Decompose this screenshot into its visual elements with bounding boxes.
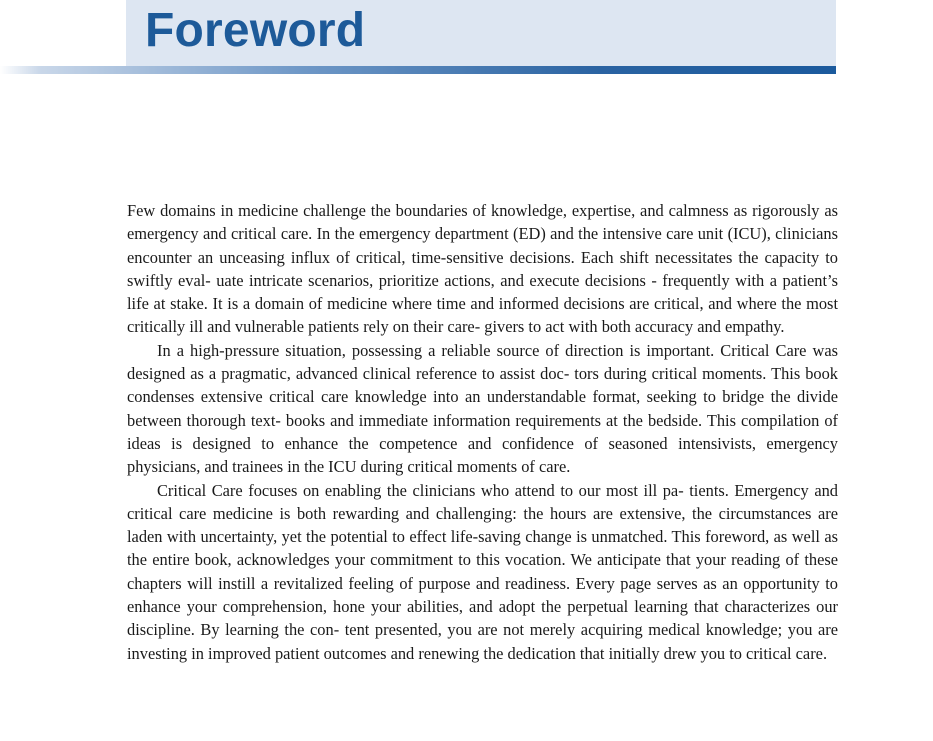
page-title: Foreword [145, 4, 366, 57]
foreword-body [127, 199, 838, 665]
title-underline-rule [0, 66, 836, 74]
paragraph-3: Critical Care focuses on enabling the clinicians who attend to our most ill pa- tients. Emergency and critical care medicine is both rewarding and challenging: the hours are extensive, the circumstances are laden with uncertainty, yet the potential to effect life-saving change is unmatched. This foreword, as well as the entire book, acknowledges your commitment to this vocation. We anticipate that your reading of these chapters will instill a revitalized feeling of purpose and readiness. Every page serves as an opportunity to enhance your comprehension, hone your abilities, and adopt the perpetual learning that characterizes our discipline. By learning the con- tent presented, you are not merely acquiring medical knowledge; you are investing in improved patient outcomes and renewing the dedication that initially drew you to critical care. [127, 480, 838, 663]
paragraph-2: In a high-pressure situation, possessing a reliable source of direction is important. Critical Care was designed as a pragmatic, advanced clinical reference to assist doc- tors during critical moments. This book condenses extensive critical care knowledge into an understandable format, seeking to bridge the divide between thorough text- books and immediate information requirements at the bedside. This compilation of ideas is designed to enhance the competence and confidence of seasoned intensivists, emergency physicians, and trainees in the ICU during critical moments of care. [127, 340, 838, 477]
paragraph-1: Few domains in medicine challenge the boundaries of knowledge, expertise, and calmness as rigorously as emergency and critical care. In the emergency department (ED) and the intensive care unit (ICU), clinicians encounter an unceasing influx of critical, time-sensitive decisions. Each shift necessitates the capacity to swiftly eval- uate intricate scenarios, prioritize actions, and execute decisions - frequently with a patient’s life at stake. It is a domain of medicine where time and informed decisions are critical, and where the most critically ill and vulnerable patients rely on their care- givers to act with both accuracy and empathy. [127, 201, 838, 337]
